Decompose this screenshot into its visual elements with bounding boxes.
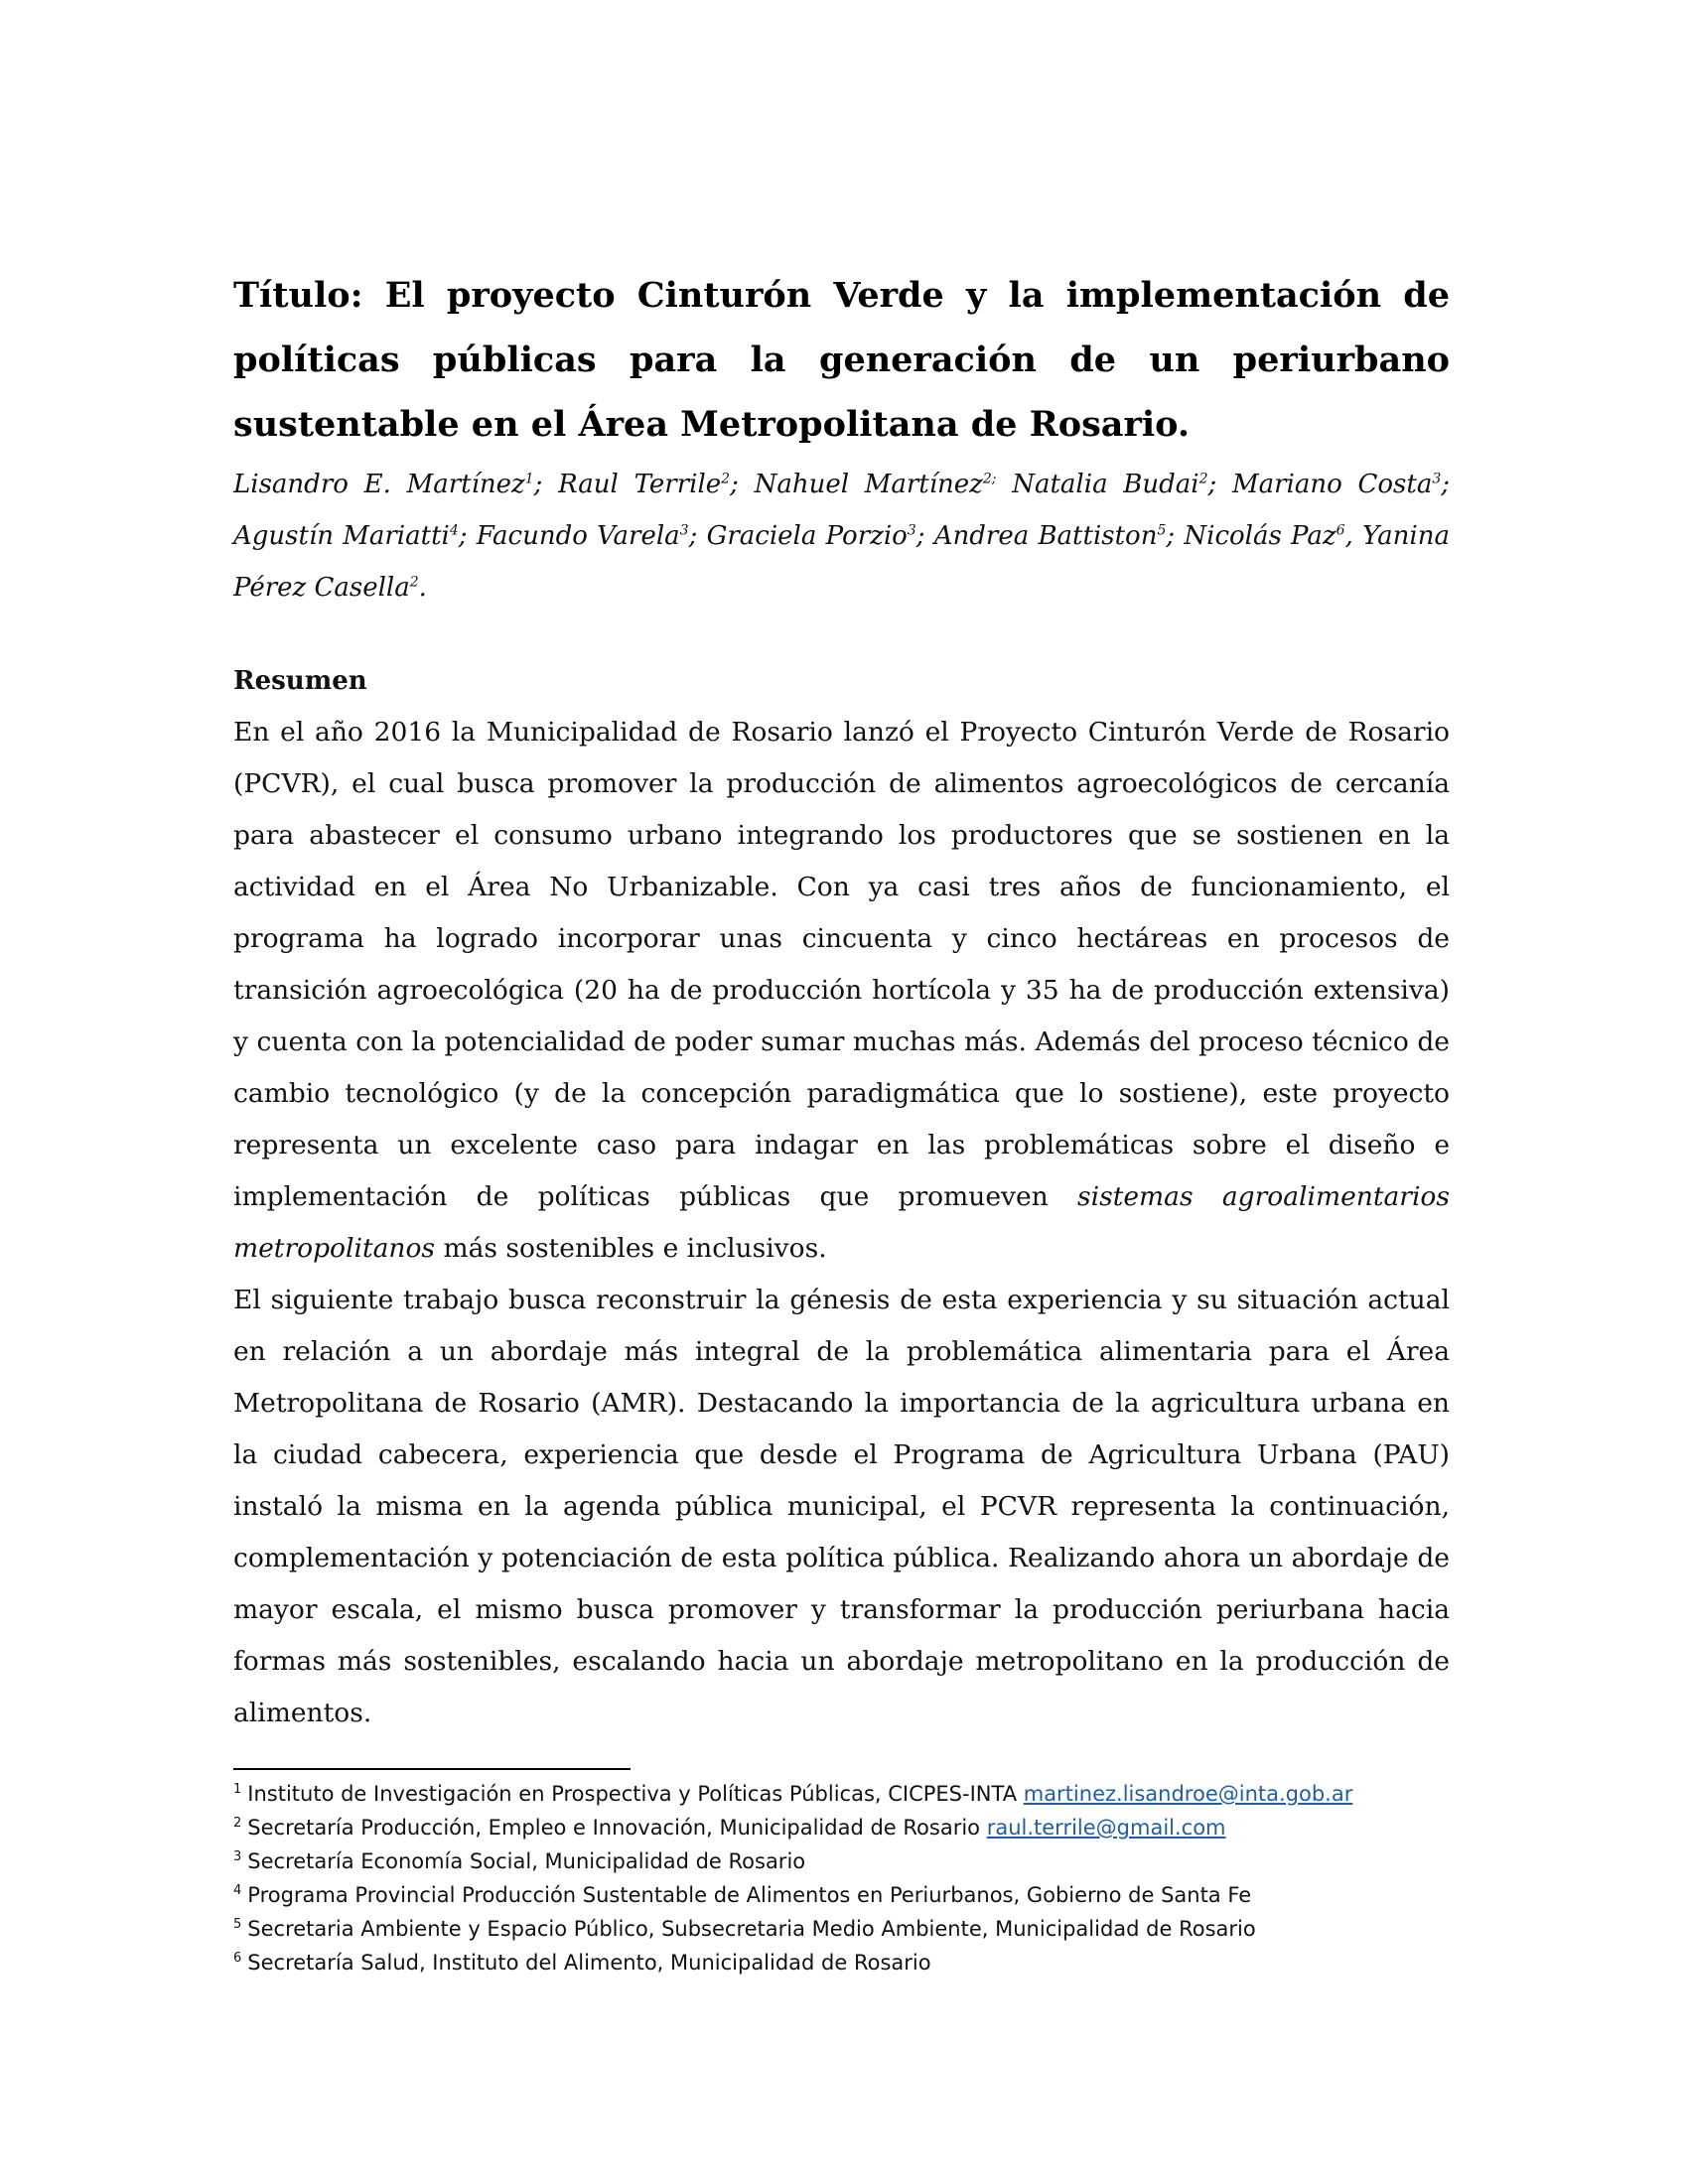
author-entry — [233, 470, 558, 499]
footnote-number: 5 — [233, 1917, 242, 1932]
author-name: Nicolás Paz — [1184, 521, 1336, 551]
paper-page — [233, 263, 1450, 1739]
author-name: Andrea Battiston — [933, 521, 1158, 551]
affiliation-mark: 2 — [721, 471, 731, 487]
footnote-separator — [233, 1768, 631, 1770]
paper-title: Título: El proyecto Cinturón Verde y la implementación de políticas públicas para la generación de un periurbano sustentable en el Área Metropolitana de Rosario. — [233, 275, 1450, 445]
footnote-text: Instituto de Investigación en Prospectiva y Políticas Públicas, CICPES-INTA — [247, 1782, 1024, 1806]
author-name: Nahuel Martínez — [754, 470, 983, 499]
footnote-1 — [233, 1777, 1484, 1811]
footnote-6 — [233, 1946, 1484, 1979]
author-separator: . — [418, 573, 427, 603]
author-entry — [477, 521, 707, 551]
author-name: Agustín Mariatti — [233, 521, 450, 551]
author-name: Mariano Costa — [1232, 470, 1433, 499]
abstract-text: más sostenibles e inclusivos. — [435, 1233, 827, 1264]
affiliation-mark: 6 — [1336, 522, 1345, 539]
footnote-text: Secretaria Ambiente y Espacio Público, Subsecretaria Medio Ambiente, Municipalidad de Rosario — [247, 1917, 1256, 1941]
author-entry — [934, 521, 1185, 551]
author-separator: ; — [1166, 521, 1185, 551]
abstract-paragraph-2: El siguiente trabajo busca reconstruir la génesis de esta experiencia y su situación actual en relación a un abordaje más integral de la problemática alimentaria para el Área Metropolitana de Rosario (AMR). Destacando la importancia de la agricultura urbana en la ciudad cabecera, experiencia que desde el Programa de Agricultura Urbana (PAU) instaló la misma en la agenda pública municipal, el PCVR representa la continuación, complementación y potenciación de esta política pública. Realizando ahora un abordaje de mayor escala, el mismo busca promover y transformar la producción periurbana hacia formas más sostenibles, escalando hacia un abordaje metropolitano en la producción de alimentos. — [233, 1285, 1450, 1728]
author-separator: ; — [1207, 470, 1232, 499]
author-separator: ; — [458, 521, 477, 551]
author-entry — [707, 521, 934, 551]
footnote-4 — [233, 1878, 1484, 1912]
affiliation-mark: 5 — [1157, 522, 1167, 539]
abstract-heading: Resumen — [233, 666, 367, 696]
author-separator: ; — [1441, 470, 1451, 499]
footnote-text: Programa Provincial Producción Sustentable de Alimentos en Periurbanos, Gobierno de Santa Fe — [247, 1883, 1252, 1907]
author-separator: ; — [688, 521, 707, 551]
author-separator: , — [1344, 521, 1363, 551]
footnote-number: 3 — [233, 1849, 242, 1864]
affiliation-mark: 3 — [679, 522, 689, 539]
author-separator: ; — [730, 470, 755, 499]
footnote-2 — [233, 1811, 1484, 1844]
footnote-5 — [233, 1912, 1484, 1946]
email-link[interactable]: raul.terrile@gmail.com — [986, 1816, 1226, 1840]
footnote-number: 6 — [233, 1951, 242, 1966]
author-name: Lisandro E. Martínez — [233, 470, 525, 499]
author-entry — [233, 521, 477, 551]
author-name: Raul Terrile — [558, 470, 722, 499]
footnote-text: Secretaría Economía Social, Municipalidad de Rosario — [247, 1849, 806, 1873]
footnote-number: 4 — [233, 1883, 242, 1898]
author-separator: ; — [533, 470, 559, 499]
author-name: Facundo Varela — [476, 521, 680, 551]
abstract-text: En el año 2016 la Municipalidad de Rosario lanzó el Proyecto Cinturón Verde de Rosario (PCVR), el cual busca promover la producción de alimentos agroecológicos de cercanía para abastecer el consumo urbano integrando los productores que se sostienen en la actividad en el Área No Urbanizable. Con ya casi tres años de funcionamiento, el programa ha logrado incorporar unas cincuenta y cinco hectáreas en procesos de transición agroecológica (20 ha de producción hortícola y 35 ha de producción extensiva) y cuenta con la potencialidad de poder sumar muchas más. Además del proceso técnico de cambio tecnológico (y de la concepción paradigmática que lo sostiene), este proyecto representa un excelente caso para indagar en las problemáticas sobre el diseño e implementación de políticas públicas que promueven — [233, 717, 1450, 1212]
footnotes — [233, 1777, 1484, 1979]
author-entry — [1184, 521, 1362, 551]
author-separator — [997, 470, 1013, 499]
author-name: Graciela Porzio — [706, 521, 908, 551]
author-entry — [755, 470, 1013, 499]
author-entry — [558, 470, 754, 499]
affiliation-mark: 3 — [907, 522, 916, 539]
affiliation-mark: 2; — [982, 471, 997, 487]
footnote-text: Secretaría Salud, Instituto del Alimento, Municipalidad de Rosario — [247, 1951, 931, 1975]
author-separator: ; — [915, 521, 934, 551]
author-entry — [1232, 470, 1450, 499]
author-name: Yanina Pérez Casella — [233, 521, 1450, 603]
affiliation-mark: 3 — [1432, 471, 1442, 487]
author-entry — [1012, 470, 1232, 499]
footnote-3 — [233, 1844, 1484, 1878]
footnote-text: Secretaría Producción, Empleo e Innovación, Municipalidad de Rosario — [247, 1816, 987, 1840]
affiliation-mark: 4 — [449, 522, 459, 539]
footnote-number: 2 — [233, 1816, 242, 1831]
abstract-emphasis: sistemas agroalimentarios metropolitanos — [233, 1181, 1450, 1264]
affiliation-mark: 1 — [524, 471, 534, 487]
author-list — [233, 459, 1450, 614]
affiliation-mark: 2 — [409, 574, 419, 591]
footnote-number: 1 — [233, 1782, 242, 1797]
email-link[interactable]: martinez.lisandroe@inta.gob.ar — [1023, 1782, 1353, 1806]
author-name: Natalia Budai — [1012, 470, 1199, 499]
affiliation-mark: 2 — [1198, 471, 1208, 487]
abstract-paragraph-1 — [233, 707, 1450, 1275]
